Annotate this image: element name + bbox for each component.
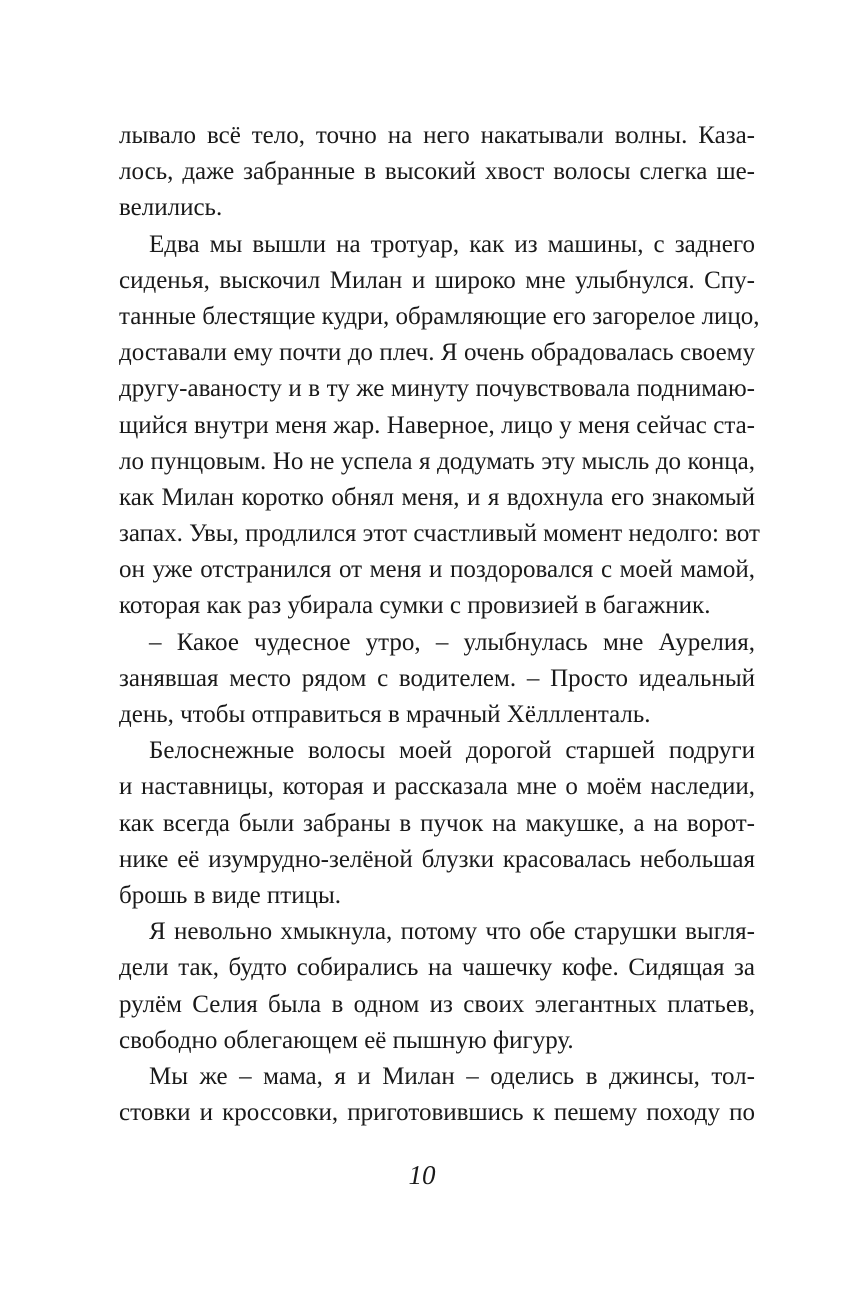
page-body: [119, 118, 760, 1131]
text-line: Белоснежные волосы моей дорогой старшей подруги: [149, 737, 755, 765]
text-line: – Какое чудесное утро, – улыбнулась мне Аурелия,: [149, 628, 755, 656]
text-line: Едва мы вышли на тротуар, как из машины, с заднего: [149, 230, 755, 258]
text-line: щийся внутри меня жар. Наверное, лицо у меня сейчас ста-: [119, 411, 755, 439]
text-line: другу-аваносту и в ту же минуту почувствовала поднимаю-: [119, 375, 755, 403]
text-line: как Милан коротко обнял меня, и я вдохнула его знакомый: [119, 483, 755, 511]
text-line: нике её изумрудно-зелёной блузки красовалась небольшая: [119, 845, 755, 873]
paragraph: [119, 914, 755, 1059]
text-line: стовки и кроссовки, приготовившись к пешему походу по: [119, 1099, 755, 1127]
text-line: день, чтобы отправиться в мрачный Хёллленталь.: [119, 701, 651, 728]
paragraph: [119, 1059, 755, 1131]
text-line: Мы же – мама, я и Милан – оделись в джинсы, тол-: [149, 1062, 755, 1090]
text-line: свободно облегающем её пышную фигуру.: [119, 1026, 574, 1054]
text-line: и наставницы, которая и рассказала мне о моём наследии,: [119, 773, 755, 801]
text-line: запах. Увы, продлился этот счастливый момент недолго: вот: [119, 520, 760, 548]
text-line: которая как раз убирала сумки с провизией в багажник.: [119, 592, 711, 620]
paragraph: [119, 625, 755, 734]
text-line: лось, даже забранные в высокий хвост волосы слегка ше-: [119, 158, 755, 186]
page-number: 10: [408, 1160, 436, 1190]
text-line: велились.: [119, 194, 223, 222]
text-line: лывало всё тело, точно на него накатывали волны. Каза-: [119, 122, 755, 149]
text-line: сиденья, выскочил Милан и широко мне улыбнулся. Спу-: [119, 266, 755, 294]
text-line: брошь в виде птицы.: [119, 881, 342, 909]
paragraph: [119, 733, 755, 914]
text-line: он уже отстранился от меня и поздоровался с моей мамой,: [119, 556, 755, 584]
text-line: доставали ему почти до плеч. Я очень обрадовалась своему: [119, 339, 755, 367]
paragraph: [119, 227, 760, 625]
text-line: дели так, будто собирались на чашечку кофе. Сидящая за: [119, 954, 755, 982]
text-line: Я невольно хмыкнула, потому что обе старушки выгля-: [149, 918, 755, 946]
text-line: занявшая место рядом с водителем. – Просто идеальный: [119, 664, 755, 692]
text-line: ло пунцовым. Но не успела я додумать эту мысль до конца,: [119, 447, 755, 475]
text-line: танные блестящие кудри, обрамляющие его загорелое лицо,: [119, 302, 760, 330]
paragraph: [119, 118, 755, 227]
text-line: как всегда были забраны в пучок на макушке, а на ворот-: [119, 809, 755, 837]
text-line: рулём Селия была в одном из своих элегантных платьев,: [119, 990, 755, 1018]
